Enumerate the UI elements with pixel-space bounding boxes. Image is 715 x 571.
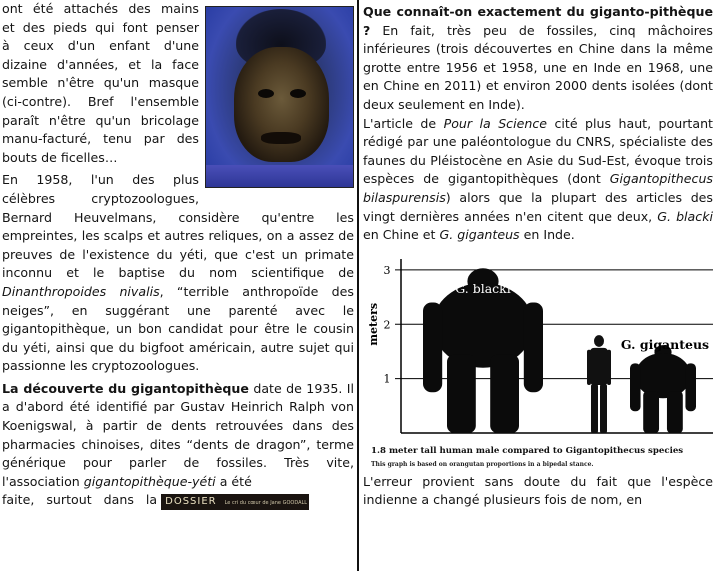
species-blacki: G. blacki <box>657 208 713 224</box>
p2-text-b: , “terrible anthropoïde des neiges”, en suggérant une parenté avec le gigantopithèque, un bon candidat pour être le cousin du yéti, ainsi que du bigfoot américain, autre sujet qui passionne les cryptozoologues. <box>2 283 354 374</box>
paragraph-heuvelmans <box>2 190 354 376</box>
p3-text-b: a été <box>215 473 252 489</box>
question-heading: Que connaît-on exactement du giganto-pithèque ? <box>363 4 713 38</box>
p1-line: semble n'être qu'un masque <box>2 75 199 91</box>
photo-mouth <box>261 132 301 144</box>
dossier-label: DOSSIER <box>165 496 217 508</box>
p1-line: dizaine d'années, et la face <box>2 56 199 72</box>
gigantopithecus-size-chart <box>363 251 713 473</box>
paragraph-error: L'erreur provient sans doute du fait que l'espèce indienne a changé plusieurs fois de nom, en <box>363 473 713 508</box>
species-giganteus: G. giganteus <box>439 227 520 243</box>
p3-last-text: faite, surtout dans la <box>2 492 158 508</box>
photo-eye-right <box>290 89 306 98</box>
y-tick-label: 1 <box>383 372 391 386</box>
figure-human <box>587 335 611 433</box>
label-g-blacki: G. blacki <box>455 280 511 296</box>
p2-text-a: célèbres cryptozoologues, Bernard Heuvelmans, considère qu'entre les empreintes, les scalps et autres reliques, on a assez de preuves de l'existence du yéti, que c'est un primate inconnu et le baptise du nom scientifique de <box>2 190 354 281</box>
p1-line: bouts de ficelles… <box>2 149 118 165</box>
p1-line: (ci-contre). Bref l'ensemble <box>2 93 199 109</box>
species-bilaspurensis: Gigantopithecus bilaspurensis <box>363 171 713 205</box>
article-text-5: en Inde. <box>519 227 575 243</box>
dossier-banner <box>161 494 309 510</box>
p3-last-line <box>2 491 354 510</box>
label-g-giganteus: G. giganteus <box>620 336 710 352</box>
right-column <box>363 0 713 510</box>
photo-face <box>234 47 329 162</box>
p3-heading: La découverte du gigantopithèque <box>2 380 249 396</box>
p1-line: et des pieds qui font penser <box>2 19 199 35</box>
p1-line: à ceux d'un enfant d'une <box>2 38 199 54</box>
article-text-4: en Chine et <box>363 227 440 243</box>
left-column <box>2 0 354 510</box>
question-text: En fait, très peu de fossiles, cinq mâchoires inférieures (trois découvertes en Chine dans la même grotte entre 1956 et 1958, une en Inde en 1968, une en Chine en 2011) et environ 2000 dents isolées (dont deux seulement en Inde). <box>363 22 713 112</box>
p1-line: paraît n'être qu'un bricolage <box>2 112 199 128</box>
photo-eye-left <box>258 89 274 98</box>
paragraph-question <box>363 3 713 115</box>
y-tick-label: 3 <box>383 263 391 277</box>
figure-g-giganteus <box>630 345 696 433</box>
p1-line: ont été attachés des mains <box>2 1 199 16</box>
article-text-3: ) alors que la plupart des articles des vingt dernières années n'en citent que deux, <box>363 189 713 224</box>
y-axis-label: meters <box>367 302 380 346</box>
p2-species-name: Dinanthropoides nivalis <box>2 283 160 299</box>
dossier-subtitle: Le cri du cœur de Jane GOODALL <box>224 500 308 507</box>
p3-italic: gigantopithèque-yéti <box>83 473 216 489</box>
photo-bottom-strip <box>206 165 353 187</box>
chart-caption: 1.8 meter tall human male compared to Gigantopithecus species <box>371 445 684 456</box>
p1-line: manu-facturé, tenu par des <box>2 131 199 147</box>
paragraph-article <box>363 115 713 245</box>
journal-name: Pour la Science <box>443 115 548 131</box>
article-text-1: L'article de <box>363 115 444 131</box>
paragraph-discovery <box>2 380 354 492</box>
chart-svg <box>363 251 713 441</box>
y-tick-label: 2 <box>383 317 391 331</box>
article-text-2: cité plus haut, pourtant rédigé par une paléontologue du CNRS, spécialiste des faunes du Pléistocène en Asie du Sud-Est, évoque trois espèces de gigantopithèques (dont <box>363 115 713 187</box>
yeti-scalp-photo <box>205 6 354 188</box>
p3-text-a: date de 1935. Il a d'abord été identifié par Gustav Heinrich Ralph von Koenigswal, à partir de dents retrouvées dans des pharmacies chinoises, dites “dents de dragon”, terme générique pour parler de fossiles. Très vite, l'association <box>2 380 354 489</box>
column-divider <box>357 0 359 571</box>
p2-first-line: En 1958, l'un des plus <box>2 172 199 188</box>
chart-subcaption: This graph is based on orangutan proportions in a bipedal stance. <box>371 460 594 468</box>
